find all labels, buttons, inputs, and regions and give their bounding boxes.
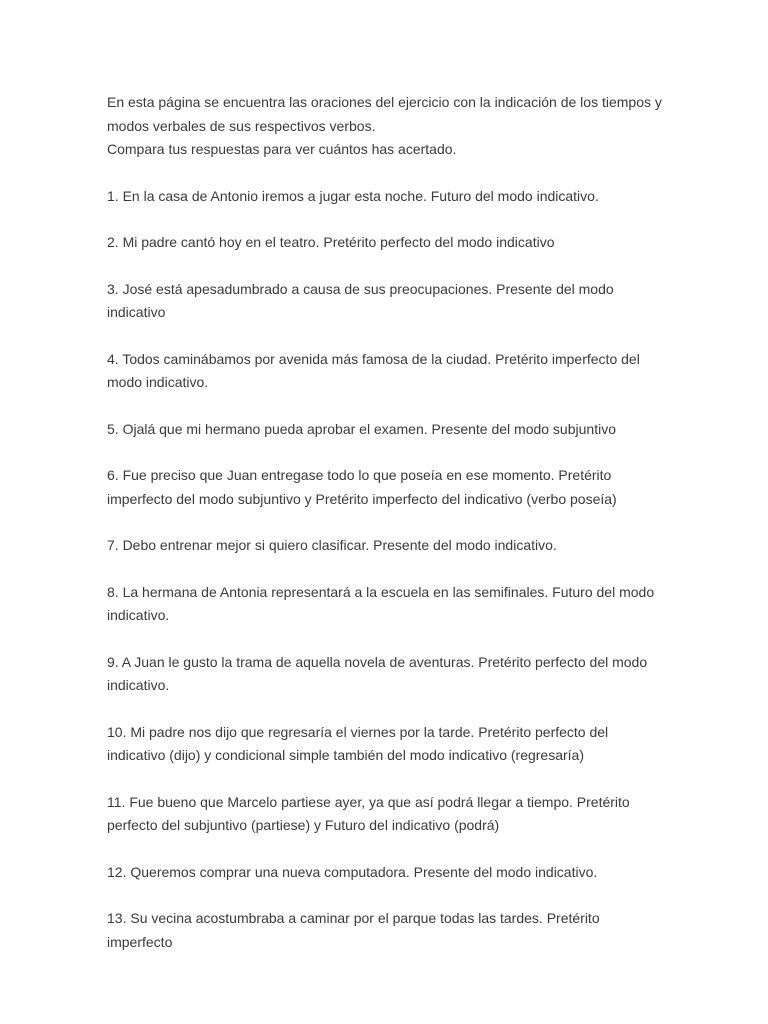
exercise-item-1: 1. En la casa de Antonio iremos a jugar esta noche. Futuro del modo indicativo. <box>107 187 599 204</box>
exercise-item-7: 7. Debo entrenar mejor si quiero clasificar. Presente del modo indicativo. <box>107 537 557 553</box>
exercise-item-11: 11. Fue bueno que Marcelo partiese ayer, ya que así podrá llegar a tiempo. Pretérito perfecto del subjuntivo (partiese) y Futuro del indicativo (podrá) <box>107 793 630 833</box>
exercise-item-12: 12. Queremos comprar una nueva computadora. Presente del modo indicativo. <box>107 863 598 880</box>
exercise-item-4: 4. Todos caminábamos por avenida más famosa de la ciudad. Pretérito imperfecto del modo indicativo. <box>107 350 640 390</box>
intro-paragraph <box>107 91 667 162</box>
exercise-item-3: 3. José está apesadumbrado a causa de sus preocupaciones. Presente del modo indicativo <box>107 280 614 320</box>
exercise-item-2: 2. Mi padre cantó hoy en el teatro. Pretérito perfecto del modo indicativo <box>107 234 555 250</box>
exercise-item-8: 8. La hermana de Antonia representará a la escuela en las semifinales. Futuro del modo indicativo. <box>107 583 655 623</box>
exercise-item-5: 5. Ojalá que mi hermano pueda aprobar el examen. Presente del modo subjuntivo <box>107 420 616 437</box>
exercise-item-6: 6. Fue preciso que Juan entregase todo lo que poseía en ese momento. Pretérito imperfecto del modo subjuntivo y Pretérito imperfecto del indicativo (verbo poseía) <box>107 467 617 507</box>
exercise-item-9: 9. A Juan le gusto la trama de aquella novela de aventuras. Pretérito perfecto del modo indicativo. <box>107 653 648 693</box>
document-body <box>107 91 667 977</box>
exercise-item-13: 13. Su vecina acostumbraba a caminar por el parque todas las tardes. Pretérito imperfecto <box>107 910 600 950</box>
intro-line: En esta página se encuentra las oraciones del ejercicio con la indicación de los tiempos y modos verbales de sus respectivos verbos. <box>107 94 662 134</box>
exercise-item-10: 10. Mi padre nos dijo que regresaría el viernes por la tarde. Pretérito perfecto del indicativo (dijo) y condicional simple también del modo indicativo (regresaría) <box>107 723 609 763</box>
intro-line: Compara tus respuestas para ver cuántos has acertado. <box>107 141 457 157</box>
